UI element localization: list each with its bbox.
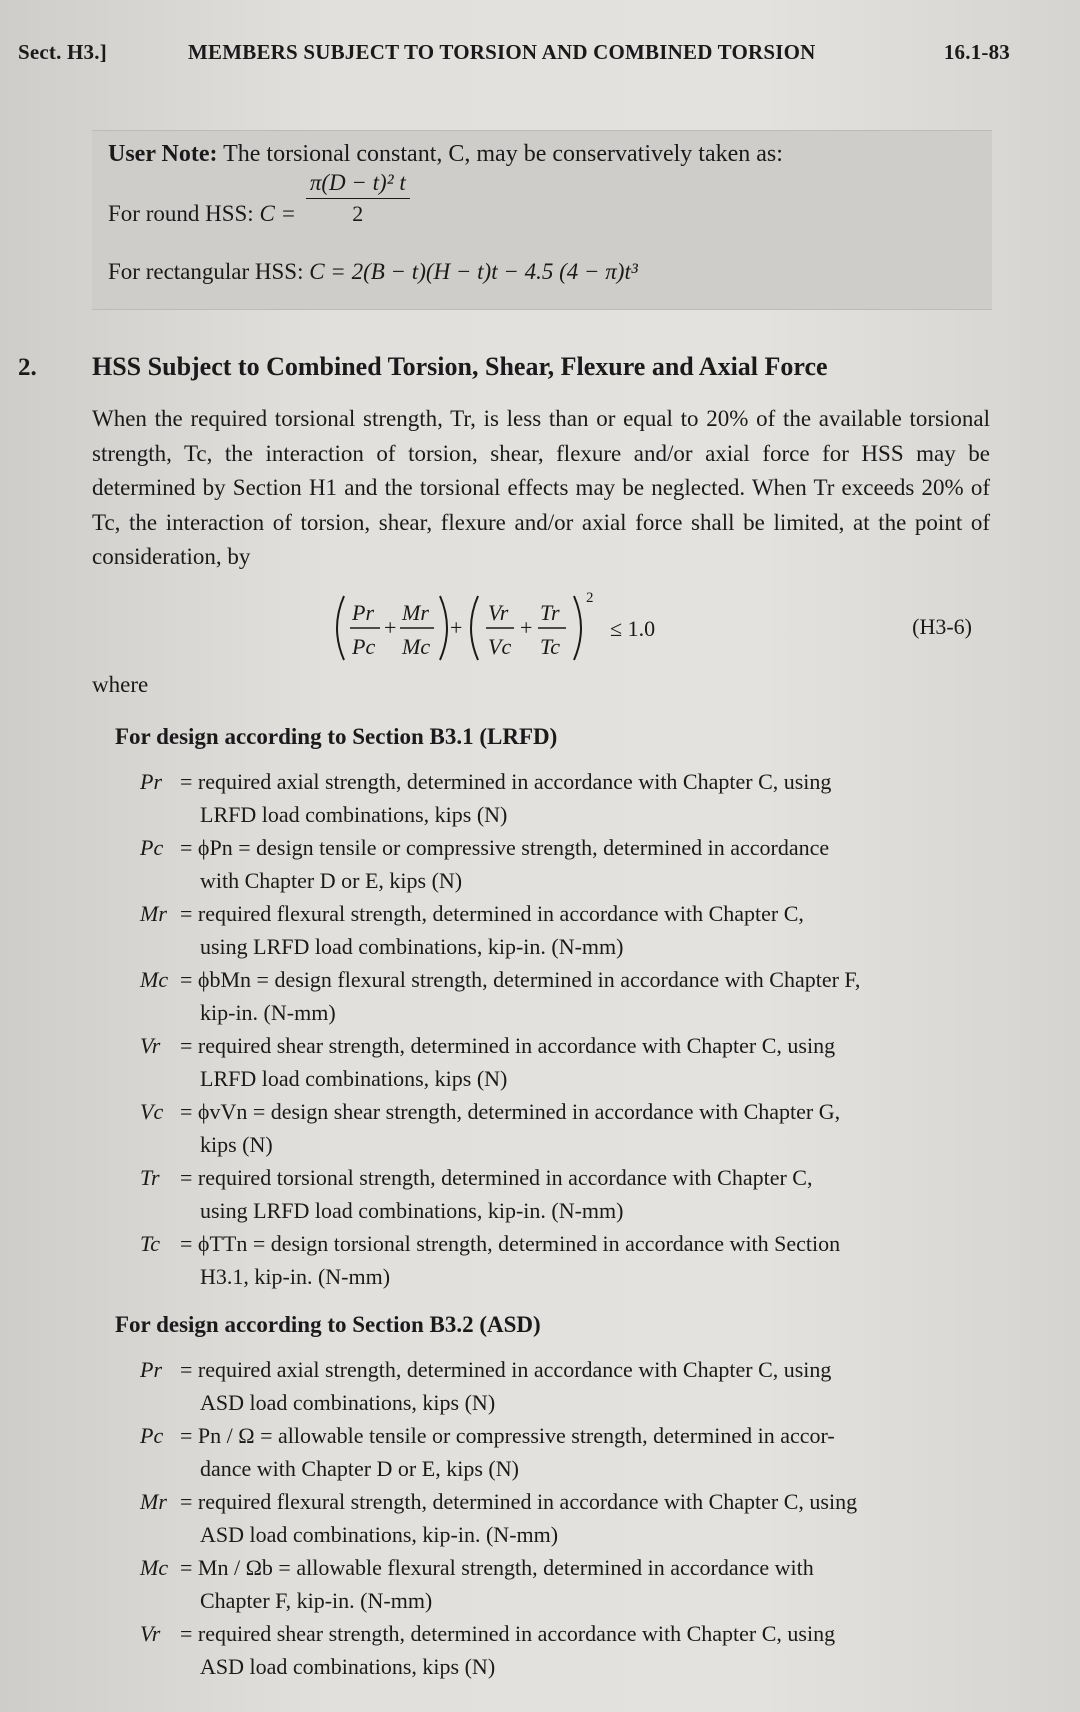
definition-continuation: kips (N) xyxy=(200,1132,273,1157)
equation-label: (H3-6) xyxy=(912,614,972,639)
definition-symbol: Pc xyxy=(140,1423,164,1448)
round-hss-denominator: 2 xyxy=(352,201,364,227)
definition-continuation: Chapter F, kip-in. (N-mm) xyxy=(200,1588,433,1613)
user-note-text: The torsional constant, C, may be conservatively taken as: xyxy=(223,141,783,167)
definition-text: = Mn / Ωb = allowable flexural strength, determined in accordance with xyxy=(180,1555,814,1580)
definition-symbol: Tr xyxy=(140,1165,160,1190)
lrfd-definition-item xyxy=(140,1029,985,1095)
section-heading: HSS Subject to Combined Torsion, Shear, Flexure and Axial Force xyxy=(92,352,828,381)
lrfd-definition-item xyxy=(140,1227,985,1293)
definition-text: = ϕvVn = design shear strength, determined in accordance with Chapter G, xyxy=(180,1099,841,1124)
lrfd-heading: For design according to Section B3.1 (LRFD) xyxy=(115,724,558,749)
definition-continuation: H3.1, kip-in. (N-mm) xyxy=(200,1264,391,1289)
round-hss-fraction xyxy=(306,170,410,227)
definition-symbol: Tc xyxy=(140,1231,160,1256)
definition-symbol: Mc xyxy=(140,967,169,992)
eq-rhs: ≤ 1.0 xyxy=(610,616,656,641)
section-number: 2. xyxy=(18,354,37,381)
eq-vr: Vr xyxy=(488,600,509,625)
svg-text:+: + xyxy=(520,615,533,640)
definition-continuation: ASD load combinations, kips (N) xyxy=(200,1390,496,1415)
asd-definition-item xyxy=(140,1419,985,1485)
rect-hss-expression: C = 2(B − t)(H − t)t − 4.5 (4 − π)t³ xyxy=(309,259,638,284)
eq-tc: Tc xyxy=(540,634,560,659)
eq-exponent: 2 xyxy=(586,590,594,606)
lrfd-definition-item xyxy=(140,831,985,897)
asd-definition-item xyxy=(140,1617,985,1683)
section-ref: Sect. H3.] xyxy=(18,40,107,64)
lrfd-definition-item xyxy=(140,1161,985,1227)
definition-text: = required shear strength, determined in accordance with Chapter C, using xyxy=(180,1621,836,1646)
definition-symbol: Pr xyxy=(140,769,162,794)
definition-text: = required torsional strength, determined in accordance with Chapter C, xyxy=(180,1165,813,1190)
definition-continuation: LRFD load combinations, kips (N) xyxy=(200,1066,508,1091)
lrfd-definitions xyxy=(140,765,985,1293)
eq-tr: Tr xyxy=(540,600,560,625)
page-number: 16.1-83 xyxy=(943,40,1010,64)
section-paragraph: When the required torsional strength, Tr, is less than or equal to 20% of the available torsional strength, Tc, the interaction of torsion, shear, flexure and/or axial force for HSS may be determined by Section H1 and the torsional effects may be neglected. When Tr exceeds 20% of Tc, the interaction of torsion, shear, flexure and/or axial force shall be limited, at the point of consideration, by xyxy=(92,406,990,569)
definition-text: = required flexural strength, determined in accordance with Chapter C, using xyxy=(180,1489,858,1514)
rect-hss-formula xyxy=(108,259,638,285)
lrfd-definition-item xyxy=(140,765,985,831)
definition-symbol: Pr xyxy=(140,1357,162,1382)
definition-text: = required shear strength, determined in accordance with Chapter C, using xyxy=(180,1033,836,1058)
definition-text: = ϕPn = design tensile or compressive strength, determined in accordance xyxy=(180,835,830,860)
eq-vc: Vc xyxy=(488,634,512,659)
definition-text: = required axial strength, determined in accordance with Chapter C, using xyxy=(180,769,832,794)
definition-continuation: dance with Chapter D or E, kips (N) xyxy=(200,1456,519,1481)
round-hss-formula xyxy=(108,170,410,227)
definition-symbol: Pc xyxy=(140,835,164,860)
definition-symbol: Vc xyxy=(140,1099,164,1124)
page-header xyxy=(18,40,1010,70)
user-note-box xyxy=(92,130,992,310)
equation-graphic xyxy=(330,588,750,668)
eq-mr: Mr xyxy=(402,600,429,625)
definition-continuation: ASD load combinations, kip-in. (N-mm) xyxy=(200,1522,559,1547)
eq-pr: Pr xyxy=(352,600,374,625)
definition-symbol: Mc xyxy=(140,1555,169,1580)
definition-symbol: Vr xyxy=(140,1033,161,1058)
definition-continuation: with Chapter D or E, kips (N) xyxy=(200,868,463,893)
definition-continuation: using LRFD load combinations, kip-in. (N-mm) xyxy=(200,1198,624,1223)
user-note-label: User Note: xyxy=(108,141,218,167)
asd-definition-item xyxy=(140,1353,985,1419)
definition-text: = required flexural strength, determined in accordance with Chapter C, xyxy=(180,901,804,926)
definition-symbol: Vr xyxy=(140,1621,161,1646)
eq-mc: Mc xyxy=(402,634,431,659)
definition-symbol: Mr xyxy=(140,1489,167,1514)
lrfd-definition-item xyxy=(140,897,985,963)
definition-text: = Pn / Ω = allowable tensile or compressive strength, determined in accor- xyxy=(180,1423,835,1448)
definition-text: = required axial strength, determined in accordance with Chapter C, using xyxy=(180,1357,832,1382)
definition-continuation: using LRFD load combinations, kip-in. (N-mm) xyxy=(200,934,624,959)
definition-continuation: kip-in. (N-mm) xyxy=(200,1000,336,1025)
interaction-equation xyxy=(330,588,990,668)
asd-definitions xyxy=(140,1353,985,1683)
where-label: where xyxy=(92,672,149,697)
lrfd-definition-item xyxy=(140,1095,985,1161)
definition-symbol: Mr xyxy=(140,901,167,926)
svg-text:+: + xyxy=(384,615,397,640)
asd-definition-item xyxy=(140,1485,985,1551)
definition-text: = ϕbMn = design flexural strength, determined in accordance with Chapter F, xyxy=(180,967,861,992)
round-hss-numerator: π(D − t)² t xyxy=(306,170,410,199)
eq-pc: Pc xyxy=(352,634,376,659)
user-note-intro xyxy=(108,141,783,168)
round-hss-lhs: C = xyxy=(259,201,297,226)
rect-hss-label: For rectangular HSS: xyxy=(108,259,304,284)
running-title: MEMBERS SUBJECT TO TORSION AND COMBINED TORSION xyxy=(188,40,816,64)
asd-definition-item xyxy=(140,1551,985,1617)
lrfd-definition-item xyxy=(140,963,985,1029)
svg-text:+: + xyxy=(450,615,463,640)
round-hss-label: For round HSS: xyxy=(108,201,254,226)
definition-continuation: ASD load combinations, kips (N) xyxy=(200,1654,496,1679)
definition-text: = ϕTTn = design torsional strength, determined in accordance with Section xyxy=(180,1231,841,1256)
asd-heading: For design according to Section B3.2 (ASD) xyxy=(115,1312,541,1337)
definition-continuation: LRFD load combinations, kips (N) xyxy=(200,802,508,827)
